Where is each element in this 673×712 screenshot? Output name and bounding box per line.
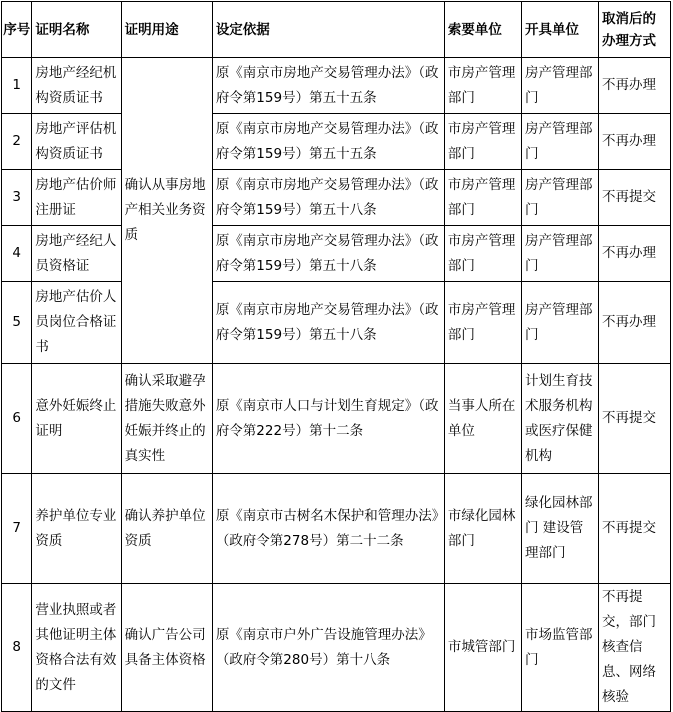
header-requester: 索要单位: [444, 2, 521, 58]
row-after: 不再办理: [598, 226, 670, 282]
row-name: 房地产估价人员岗位合格证书: [32, 282, 121, 364]
row-after: 不再办理: [598, 58, 670, 114]
row-issuer: 房产管理部门: [521, 58, 598, 114]
row-purpose-shared: 确认从事房地产相关业务资质: [121, 58, 212, 364]
row-requester: 市房产管理部门: [444, 58, 521, 114]
row-issuer: 房产管理部门: [521, 170, 598, 226]
row-seq: 4: [2, 226, 32, 282]
row-basis: 原《南京市房地产交易管理办法》（政府令第159号）第五十八条: [212, 170, 444, 226]
table-row: [2, 474, 671, 584]
table-row: [2, 114, 671, 170]
row-issuer: 计划生育技术服务机构或医疗保健机构: [521, 364, 598, 474]
table-row: [2, 282, 671, 364]
row-name: 房地产评估机构资质证书: [32, 114, 121, 170]
row-seq: 8: [2, 584, 32, 712]
row-after: 不再提交: [598, 364, 670, 474]
row-basis: 原《南京市房地产交易管理办法》（政府令第159号）第五十八条: [212, 282, 444, 364]
row-requester: 市房产管理部门: [444, 114, 521, 170]
table-row: [2, 226, 671, 282]
row-after: 不再提交，部门核查信息、网络核验: [598, 584, 670, 712]
row-basis: 原《南京市古树名木保护和管理办法》（政府令第278号）第二十二条: [212, 474, 444, 584]
row-seq: 2: [2, 114, 32, 170]
row-requester: 当事人所在单位: [444, 364, 521, 474]
row-requester: 市房产管理部门: [444, 170, 521, 226]
header-after: 取消后的办理方式: [598, 2, 670, 58]
row-requester: 市房产管理部门: [444, 226, 521, 282]
row-after: 不再办理: [598, 114, 670, 170]
row-name: 房地产经纪机构资质证书: [32, 58, 121, 114]
row-seq: 6: [2, 364, 32, 474]
row-issuer: 市场监管部门: [521, 584, 598, 712]
row-seq: 7: [2, 474, 32, 584]
header-seq: 序号: [2, 2, 32, 58]
row-name: 房地产经纪人员资格证: [32, 226, 121, 282]
table-row: [2, 584, 671, 712]
header-basis: 设定依据: [212, 2, 444, 58]
row-issuer: 绿化园林部门 建设管理部门: [521, 474, 598, 584]
row-name: 养护单位专业资质: [32, 474, 121, 584]
row-purpose: 确认广告公司具备主体资格: [121, 584, 212, 712]
row-seq: 3: [2, 170, 32, 226]
header-row: [2, 2, 671, 58]
row-purpose: 确认养护单位资质: [121, 474, 212, 584]
header-issuer: 开具单位: [521, 2, 598, 58]
row-requester: 市房产管理部门: [444, 282, 521, 364]
row-after: 不再提交: [598, 474, 670, 584]
row-seq: 5: [2, 282, 32, 364]
row-requester: 市城管部门: [444, 584, 521, 712]
row-after: 不再提交: [598, 170, 670, 226]
row-after: 不再办理: [598, 282, 670, 364]
row-purpose: 确认采取避孕措施失败意外妊娠并终止的真实性: [121, 364, 212, 474]
row-seq: 1: [2, 58, 32, 114]
row-basis: 原《南京市房地产交易管理办法》（政府令第159号）第五十八条: [212, 226, 444, 282]
table-row: [2, 170, 671, 226]
header-name: 证明名称: [32, 2, 121, 58]
row-issuer: 房产管理部门: [521, 226, 598, 282]
row-basis: 原《南京市户外广告设施管理办法》（政府令第280号）第十八条: [212, 584, 444, 712]
row-issuer: 房产管理部门: [521, 114, 598, 170]
row-basis: 原《南京市人口与计划生育规定》（政府令第222号）第十二条: [212, 364, 444, 474]
row-name: 营业执照或者其他证明主体资格合法有效的文件: [32, 584, 121, 712]
row-name: 意外妊娠终止证明: [32, 364, 121, 474]
row-basis: 原《南京市房地产交易管理办法》（政府令第159号）第五十五条: [212, 114, 444, 170]
row-issuer: 房产管理部门: [521, 282, 598, 364]
table-row: [2, 364, 671, 474]
row-basis: 原《南京市房地产交易管理办法》（政府令第159号）第五十五条: [212, 58, 444, 114]
certificate-table: [1, 1, 671, 712]
table-row: [2, 58, 671, 114]
header-purpose: 证明用途: [121, 2, 212, 58]
row-requester: 市绿化园林部门: [444, 474, 521, 584]
row-name: 房地产估价师注册证: [32, 170, 121, 226]
